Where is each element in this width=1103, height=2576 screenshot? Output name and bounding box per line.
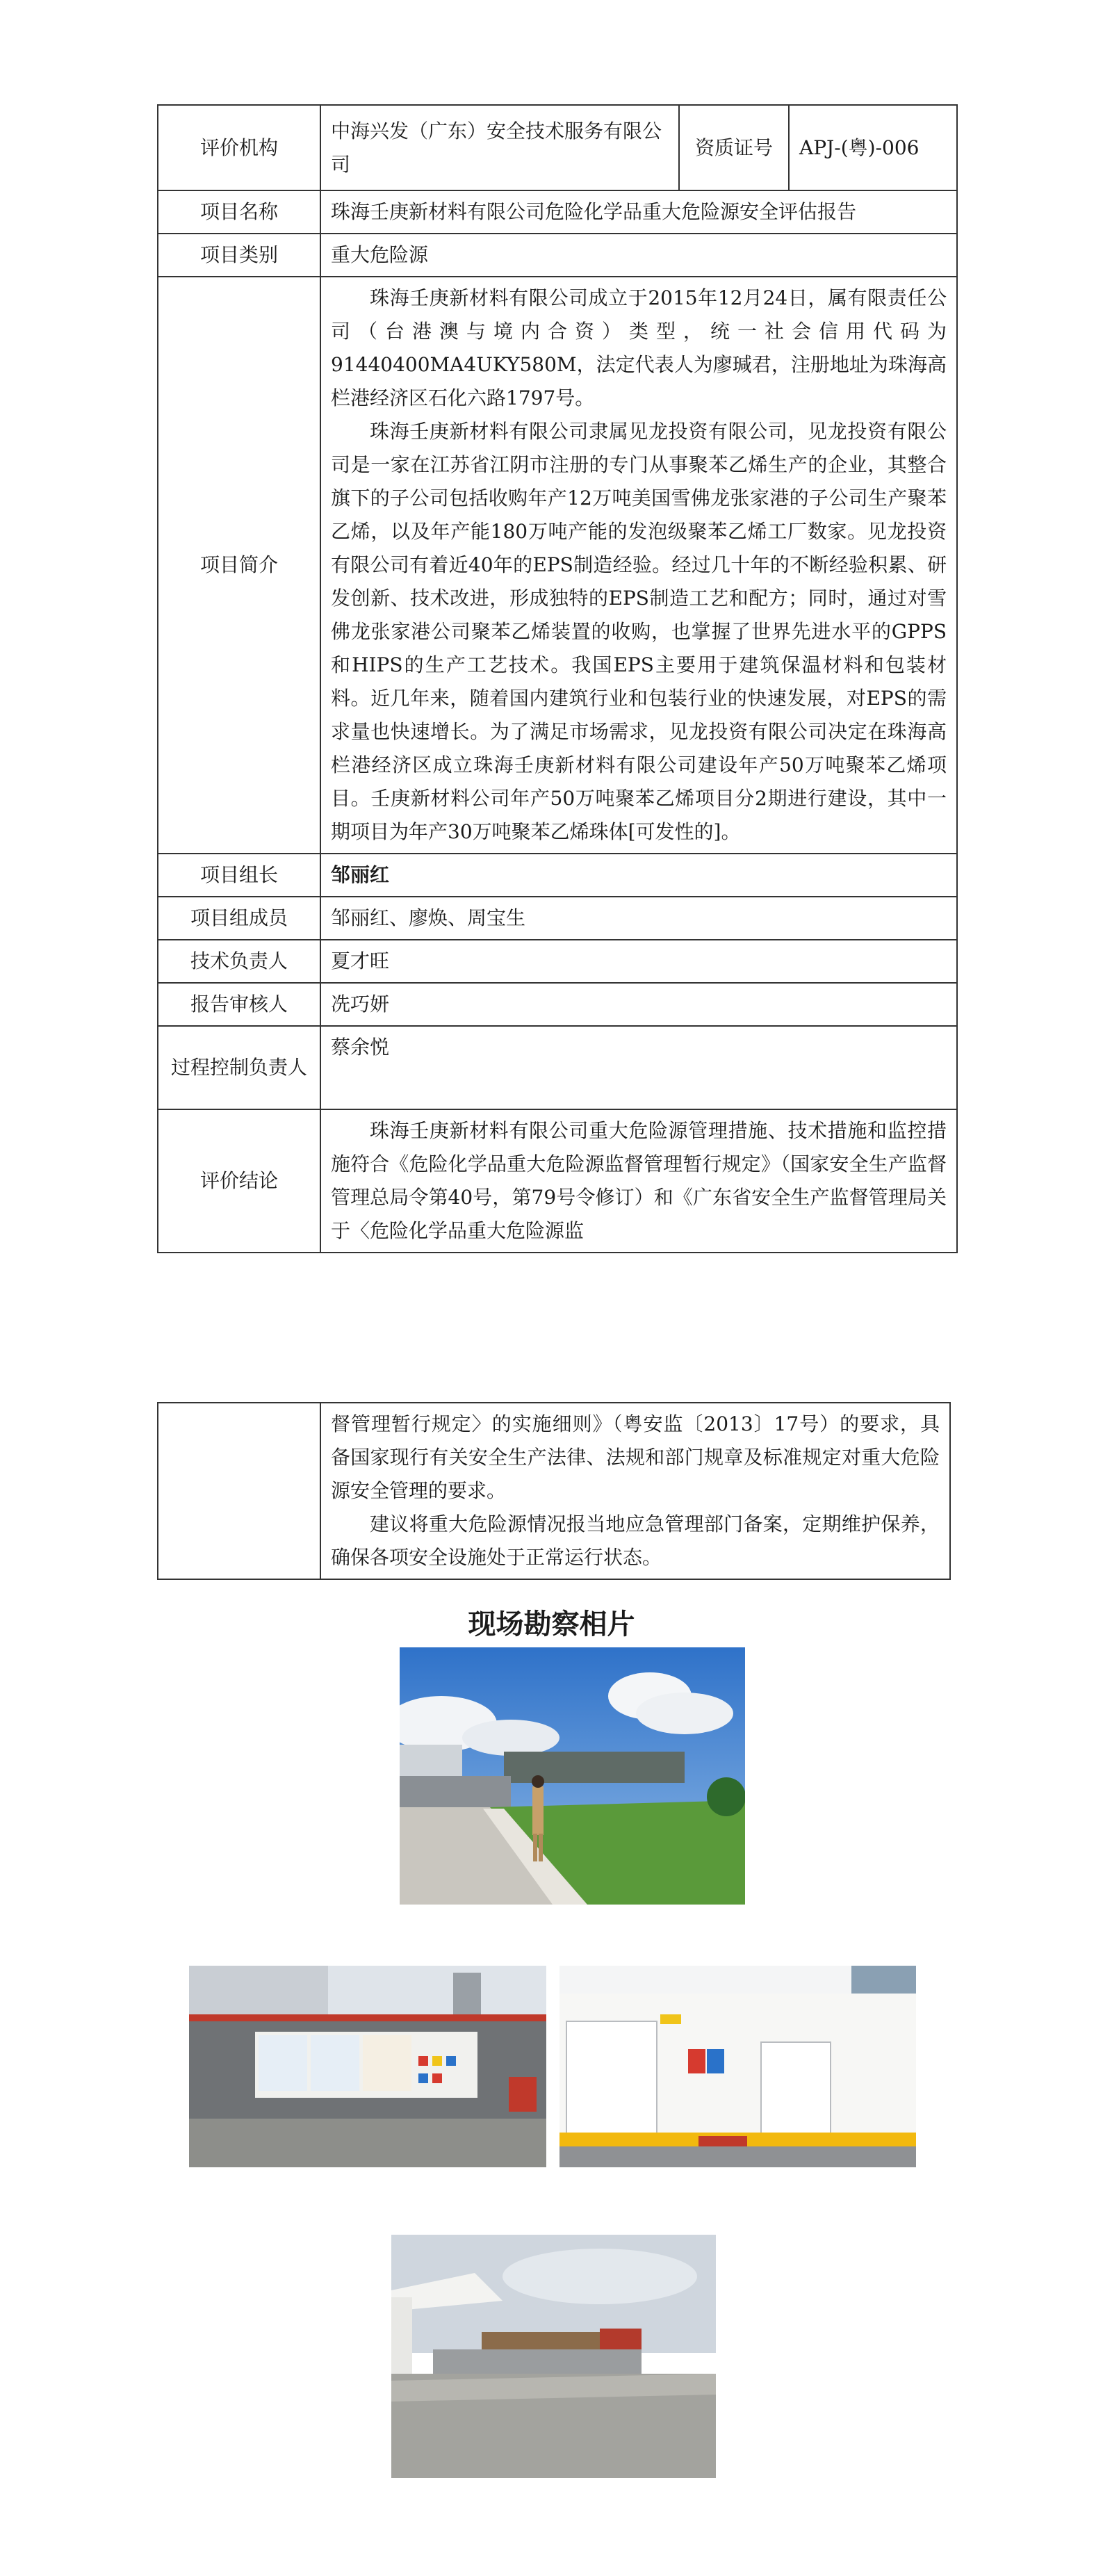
conclusion-label-continued: [158, 1403, 320, 1579]
conclusion-cell-continued: [320, 1403, 950, 1579]
process-control-value: 蔡余悦: [320, 1026, 957, 1109]
conclusion-paragraph-2: 建议将重大危险源情况报当地应急管理部门备案，定期维护保养，确保各项安全设施处于正常运行状态。: [331, 1513, 940, 1569]
summary-label: 项目简介: [158, 277, 320, 854]
reviewer-value: 冼巧妍: [320, 983, 957, 1026]
eval-org-value: 中海兴发（广东）安全技术服务有限公司: [320, 105, 679, 190]
site-photos-title: 现场勘察相片: [468, 1608, 635, 1640]
site-photo-warehouse: [559, 1966, 916, 2167]
reviewer-label: 报告审核人: [158, 983, 320, 1026]
members-value: 邹丽红、廖焕、周宝生: [320, 897, 957, 940]
project-name-value: 珠海壬庚新材料有限公司危险化学品重大危险源安全评估报告: [320, 190, 957, 234]
process-control-label: 过程控制负责人: [158, 1026, 320, 1109]
leader-value: 邹丽红: [320, 854, 957, 897]
leader-label: 项目组长: [158, 854, 320, 897]
summary-paragraph-1: 珠海壬庚新材料有限公司成立于2015年12月24日，属有限责任公司（台港澳与境内合资）类型，统一社会信用代码为91440400MA4UKY580M，法定代表人为廖瑊君，注册地址为珠海高栏港经济区石化六路1797号。: [331, 286, 947, 409]
summary-cell: [320, 277, 957, 854]
project-type-label: 项目类别: [158, 234, 320, 277]
assessment-info-table: [157, 104, 958, 1253]
cert-value: APJ-(粤)-006: [789, 105, 957, 190]
project-name-label: 项目名称: [158, 190, 320, 234]
tech-lead-value: 夏才旺: [320, 940, 957, 983]
cert-label: 资质证号: [679, 105, 789, 190]
summary-paragraph-2: 珠海壬庚新材料有限公司隶属见龙投资有限公司，见龙投资有限公司是一家在江苏省江阴市注册的专门从事聚苯乙烯生产的企业，其整合旗下的子公司包括收购年产12万吨美国雪佛龙张家港的子公司生产聚苯乙烯，以及年产能180万吨产能的发泡级聚苯乙烯工厂数家。见龙投资有限公司有着近40年的EPS制造经验。经过几十年的不断经验积累、研发创新、技术改进，形成独特的EPS制造工艺和配方；同时，通过对雪佛龙张家港公司聚苯乙烯装置的收购，也掌握了世界先进水平的GPPS和HIPS的生产工艺技术。我国EPS主要用于建筑保温材料和包装材料。近几年来，随着国内建筑行业和包装行业的快速发展，对EPS的需求量也快速增长。为了满足市场需求，见龙投资有限公司决定在珠海高栏港经济区成立珠海壬庚新材料有限公司建设年产50万吨聚苯乙烯项目。壬庚新材料公司年产50万吨聚苯乙烯项目分2期进行建设，其中一期项目为年产30万吨聚苯乙烯珠体[可发性的]。: [331, 420, 947, 843]
conclusion-paragraph-1-continued: 督管理暂行规定〉的实施细则》（粤安监〔2013〕17号）的要求，具备国家现行有关安全生产法律、法规和部门规章及标准规定对重大危险源安全管理的要求。: [331, 1412, 940, 1502]
assessment-info-table-continued: [157, 1402, 951, 1580]
project-type-value: 重大危险源: [320, 234, 957, 277]
conclusion-paragraph-1: 珠海壬庚新材料有限公司重大危险源管理措施、技术措施和监控措施符合《危险化学品重大危险源监督管理暂行规定》（国家安全生产监督管理总局令第40号，第79号令修订）和《广东省安全生产监督管理局关于〈危险化学品重大危险源监: [331, 1119, 947, 1242]
conclusion-label: 评价结论: [158, 1109, 320, 1253]
site-photo-notice-boards: [189, 1966, 546, 2167]
members-label: 项目组成员: [158, 897, 320, 940]
site-photo-entrance: [391, 2235, 716, 2478]
tech-lead-label: 技术负责人: [158, 940, 320, 983]
site-photo-gate: [400, 1647, 745, 1905]
conclusion-cell: [320, 1109, 957, 1253]
eval-org-label: 评价机构: [158, 105, 320, 190]
